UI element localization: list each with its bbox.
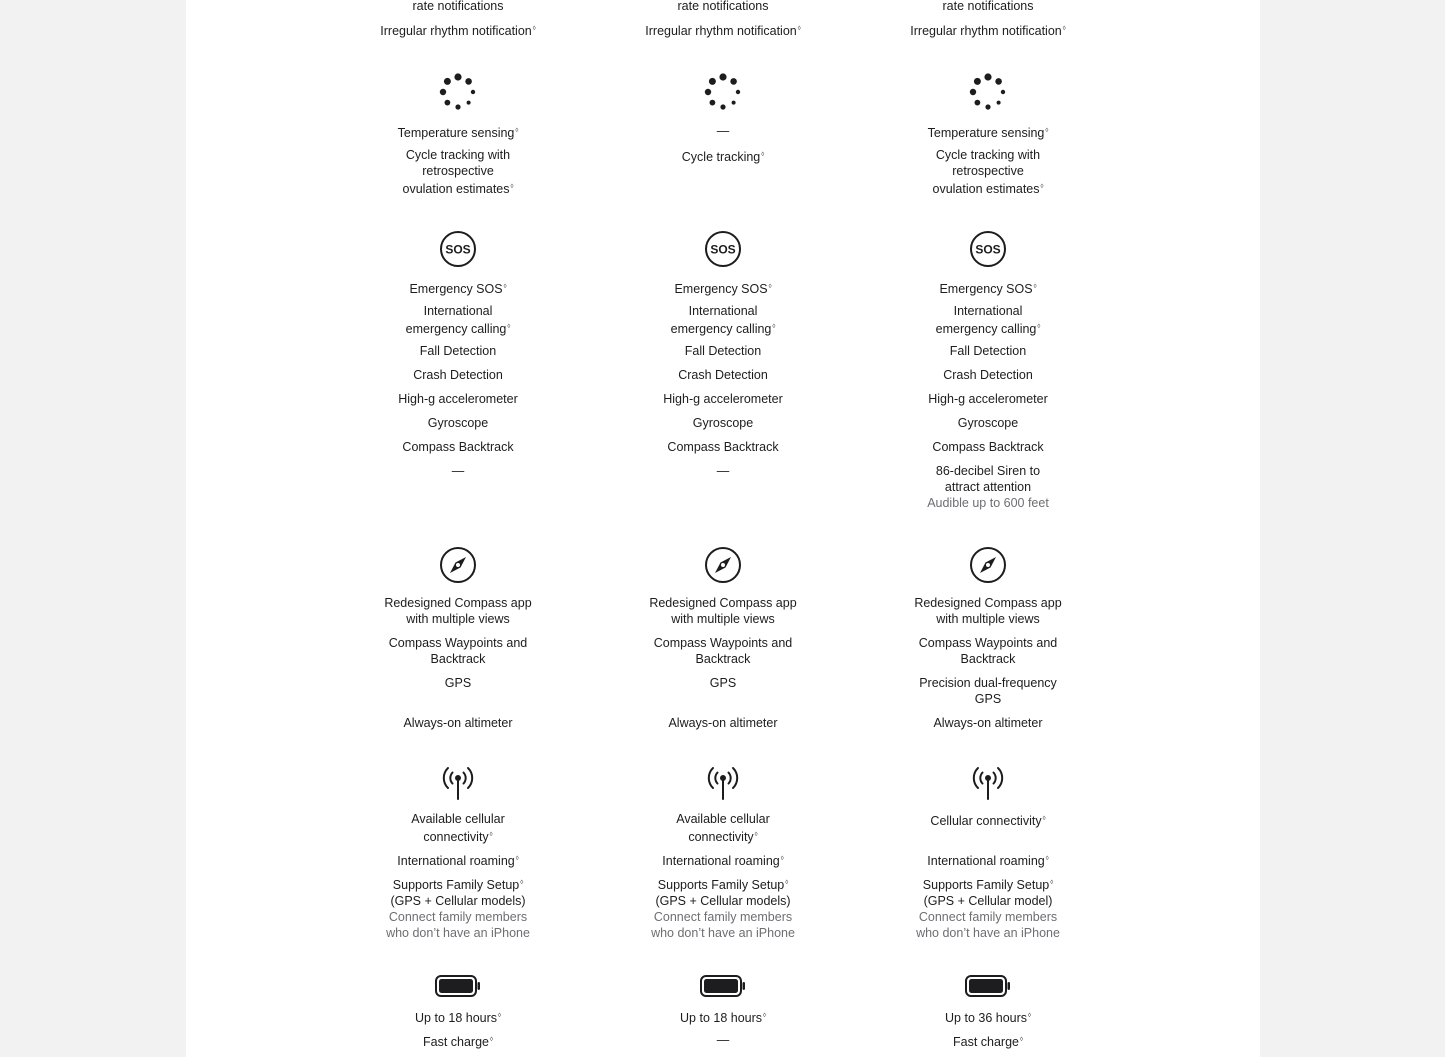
siren-text: — [716,464,730,478]
gps-text: Precision dual-frequency GPS [919,676,1057,706]
family-setup-text: Supports Family Setup◊ (GPS + Cellular models) Connect family members who don’t have an iPhone [651,878,795,940]
cellular-text: Available cellular connectivity◊ [411,812,505,844]
compass-icon [438,545,478,585]
battery-icon [968,966,1008,1006]
model-column-1 [358,0,558,1057]
altimeter-text: Always-on altimeter [668,716,778,730]
svg-text:SOS: SOS [975,242,1001,257]
compass-app-text: Redesigned Compass app with multiple views [649,596,797,626]
battery-life-text: Up to 18 hours◊ [680,1011,766,1025]
fast-charge-text: Fast charge◊ [423,1035,493,1049]
heart-rate-text: rate notifications [412,0,504,13]
gps-text: GPS [709,676,737,690]
heart-rate-text: rate notifications [942,0,1034,13]
fall-detection-text: Fall Detection [419,344,497,358]
compass-app-text: Redesigned Compass app with multiple views [384,596,532,626]
antenna-icon [968,763,1008,803]
irregular-rhythm-text: Irregular rhythm notification◊ [645,24,801,38]
family-setup-text: Supports Family Setup◊ (GPS + Cellular models) Connect family members who don’t have an iPhone [386,878,530,940]
waypoints-text: Compass Waypoints and Backtrack [918,636,1058,666]
cycle-tracking-text: Cycle tracking with retrospective ovulation estimates◊ [402,148,514,196]
accelerometer-text: High-g accelerometer [663,392,783,406]
temperature-sensing-text: Temperature sensing◊ [927,126,1049,140]
antenna-icon [438,763,478,803]
gyroscope-text: Gyroscope [957,416,1019,430]
accelerometer-text: High-g accelerometer [398,392,518,406]
heart-rate-text: rate notifications [677,0,769,13]
intl-emergency-text: International emergency calling◊ [405,304,511,336]
compass-app-text: Redesigned Compass app with multiple views [914,596,1062,626]
temperature-sensing-text: Temperature sensing◊ [397,126,519,140]
svg-text:SOS: SOS [445,242,471,257]
roaming-text: International roaming◊ [662,854,784,868]
siren-text: — [451,464,465,478]
fall-detection-text: Fall Detection [684,344,762,358]
emergency-sos-text: Emergency SOS◊ [409,282,507,296]
compass-backtrack-text: Compass Backtrack [932,440,1044,454]
model-column-2 [623,0,823,1057]
gps-text: GPS [444,676,472,690]
cellular-text: Cellular connectivity◊ [930,814,1046,828]
roaming-text: International roaming◊ [927,854,1049,868]
temperature-sensing-text: — [716,124,730,138]
roaming-text: International roaming◊ [397,854,519,868]
sos-icon [703,229,743,269]
spinner-icon [438,72,478,112]
cycle-tracking-text: Cycle tracking with retrospective ovulation estimates◊ [932,148,1044,196]
fast-charge-text: — [716,1033,730,1047]
model-column-3 [888,0,1088,1057]
comparison-panel [186,0,1260,1057]
crash-detection-text: Crash Detection [413,368,503,382]
fast-charge-text: Fast charge◊ [953,1035,1023,1049]
svg-text:SOS: SOS [710,242,736,257]
intl-emergency-text: International emergency calling◊ [670,304,776,336]
battery-icon [703,966,743,1006]
gyroscope-text: Gyroscope [692,416,754,430]
compass-icon [968,545,1008,585]
crash-detection-text: Crash Detection [943,368,1033,382]
battery-life-text: Up to 18 hours◊ [415,1011,501,1025]
cellular-text: Available cellular connectivity◊ [676,812,770,844]
compass-backtrack-text: Compass Backtrack [667,440,779,454]
compass-backtrack-text: Compass Backtrack [402,440,514,454]
compass-icon [703,545,743,585]
irregular-rhythm-text: Irregular rhythm notification◊ [910,24,1066,38]
antenna-icon [703,763,743,803]
family-setup-text: Supports Family Setup◊ (GPS + Cellular model) Connect family members who don’t have an iPhone [916,878,1060,940]
siren-text: 86-decibel Siren to attract attention Audible up to 600 feet [927,464,1049,510]
emergency-sos-text: Emergency SOS◊ [939,282,1037,296]
cycle-tracking-text: Cycle tracking◊ [681,150,765,164]
crash-detection-text: Crash Detection [678,368,768,382]
spinner-icon [703,72,743,112]
fall-detection-text: Fall Detection [949,344,1027,358]
intl-emergency-text: International emergency calling◊ [935,304,1041,336]
altimeter-text: Always-on altimeter [933,716,1043,730]
altimeter-text: Always-on altimeter [403,716,513,730]
battery-life-text: Up to 36 hours◊ [945,1011,1031,1025]
sos-icon [968,229,1008,269]
waypoints-text: Compass Waypoints and Backtrack [653,636,793,666]
sos-icon [438,229,478,269]
irregular-rhythm-text: Irregular rhythm notification◊ [380,24,536,38]
gyroscope-text: Gyroscope [427,416,489,430]
spinner-icon [968,72,1008,112]
battery-icon [438,966,478,1006]
emergency-sos-text: Emergency SOS◊ [674,282,772,296]
waypoints-text: Compass Waypoints and Backtrack [388,636,528,666]
accelerometer-text: High-g accelerometer [928,392,1048,406]
